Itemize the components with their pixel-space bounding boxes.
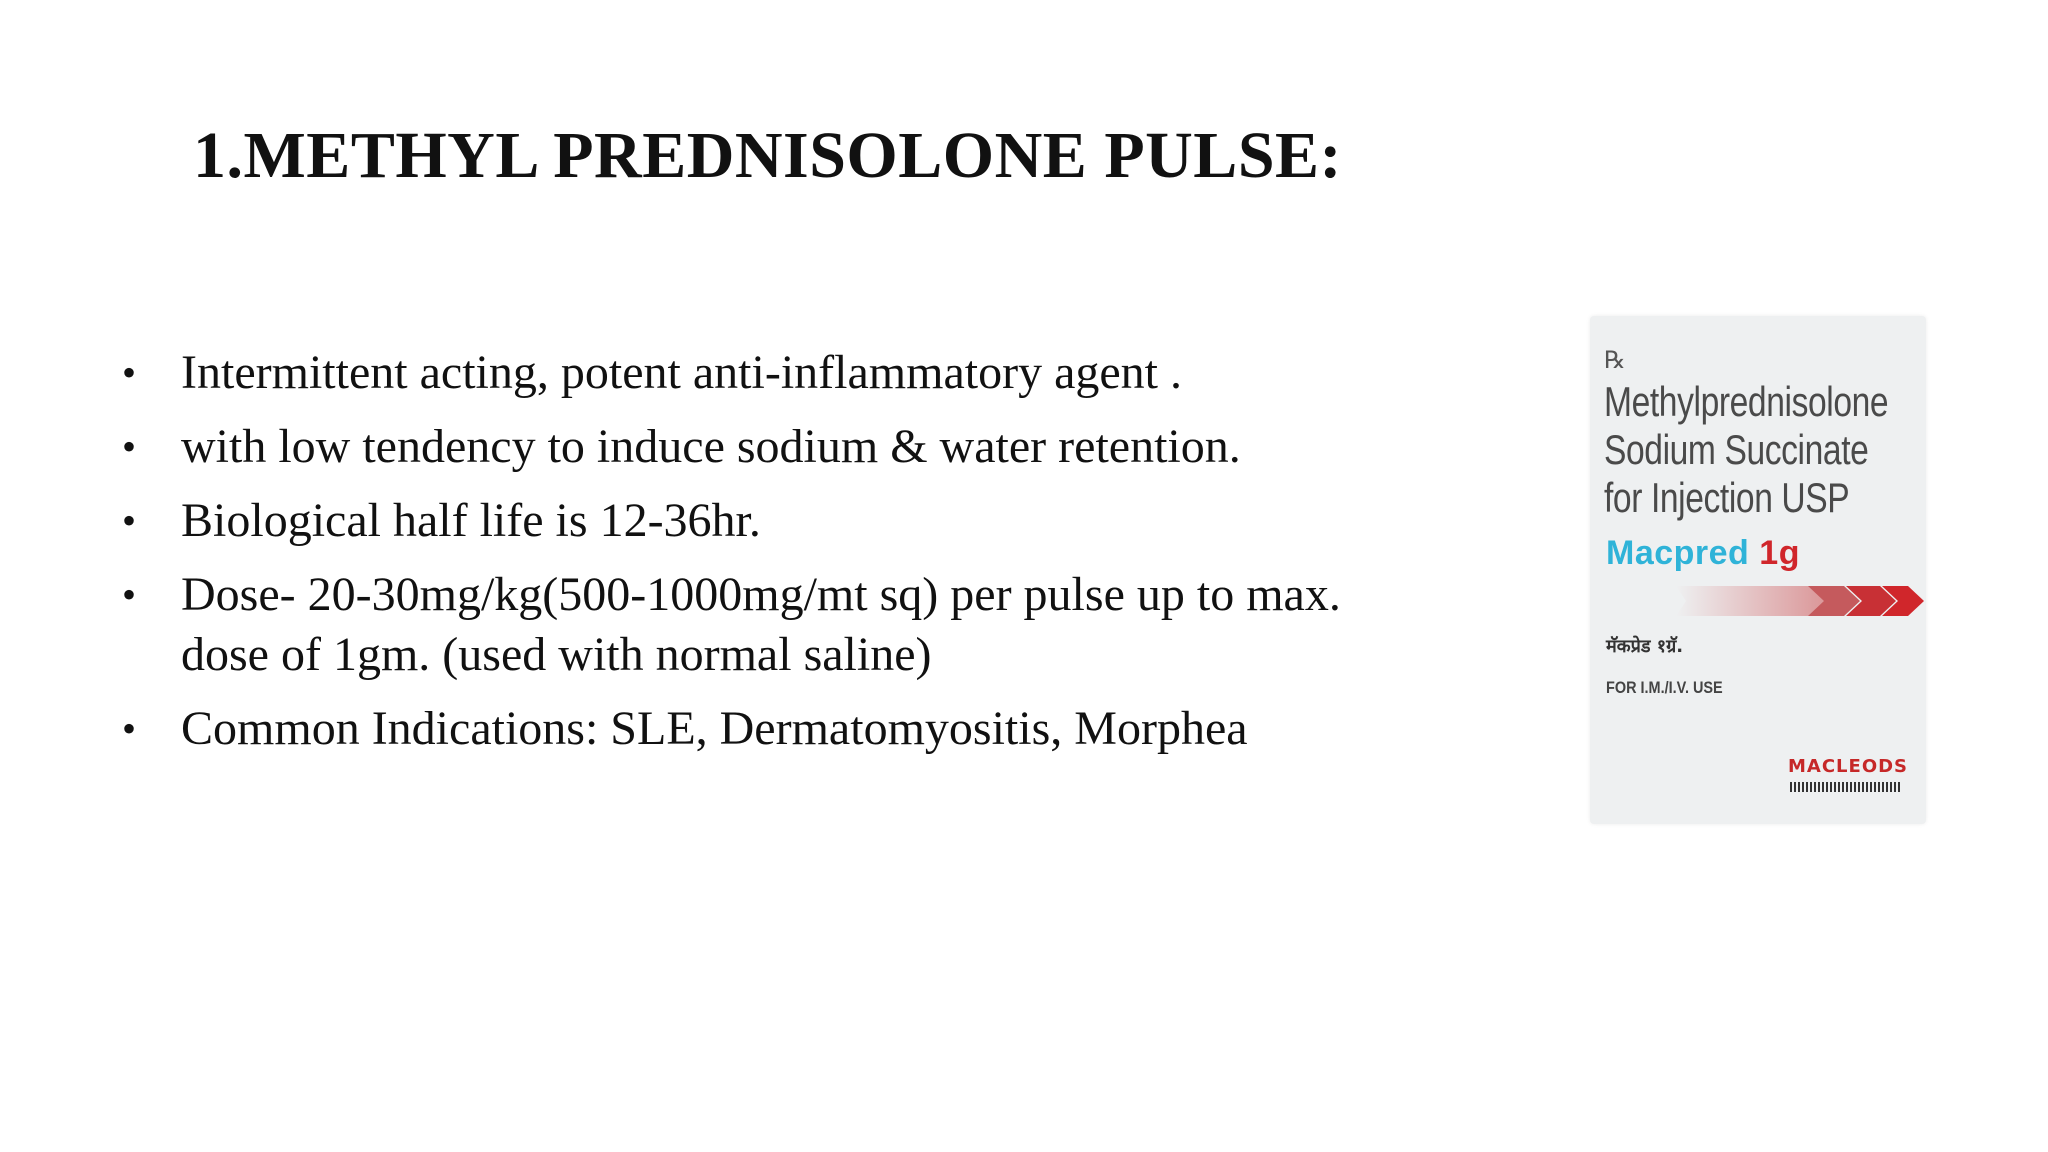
product-hindi-name: मॅकप्रेड १ग्रॅ. bbox=[1606, 636, 1684, 657]
bullet-item bbox=[115, 491, 1535, 551]
bullet-item bbox=[115, 343, 1535, 403]
product-brand bbox=[1606, 534, 1800, 573]
generic-name-line: Methylprednisolone bbox=[1604, 378, 1889, 425]
bullet-icon: • bbox=[122, 706, 137, 751]
bullet-text: Common Indications: SLE, Dermatomyositis, Morphea bbox=[181, 702, 1248, 755]
bullet-item bbox=[115, 417, 1535, 477]
manufacturer-logo: MACLEODS bbox=[1788, 756, 1909, 777]
rx-icon: ℞ bbox=[1604, 346, 1626, 374]
bullet-icon: • bbox=[122, 424, 137, 469]
bullet-text: Biological half life is 12-36hr. bbox=[181, 494, 761, 547]
generic-name-line: Sodium Succinate bbox=[1604, 426, 1869, 473]
slide-title: 1.METHYL PREDNISOLONE PULSE: bbox=[193, 119, 1343, 192]
product-generic-name bbox=[1604, 378, 1924, 522]
product-package-image bbox=[1590, 316, 1926, 824]
generic-name-line: for Injection USP bbox=[1604, 474, 1850, 521]
brand-label: Macpred bbox=[1606, 534, 1750, 572]
bullet-text: with low tendency to induce sodium & water retention. bbox=[181, 420, 1241, 473]
bullet-text: Intermittent acting, potent anti-inflammatory agent . bbox=[181, 346, 1183, 399]
barcode-icon bbox=[1790, 782, 1900, 792]
brand-strength: 1g bbox=[1759, 534, 1800, 572]
bullet-icon: • bbox=[122, 498, 137, 543]
bullet-text-continued: dose of 1gm. (used with normal saline) bbox=[181, 628, 932, 681]
arrow-band-icon bbox=[1676, 582, 1926, 620]
bullet-text: Dose- 20-30mg/kg(500-1000mg/mt sq) per pulse up to max. bbox=[181, 568, 1341, 621]
bullet-list bbox=[115, 343, 1535, 773]
bullet-item bbox=[115, 699, 1535, 759]
product-route: FOR I.M./I.V. USE bbox=[1606, 678, 1723, 697]
bullet-item bbox=[115, 565, 1535, 685]
bullet-icon: • bbox=[122, 572, 137, 617]
bullet-icon: • bbox=[122, 350, 137, 395]
